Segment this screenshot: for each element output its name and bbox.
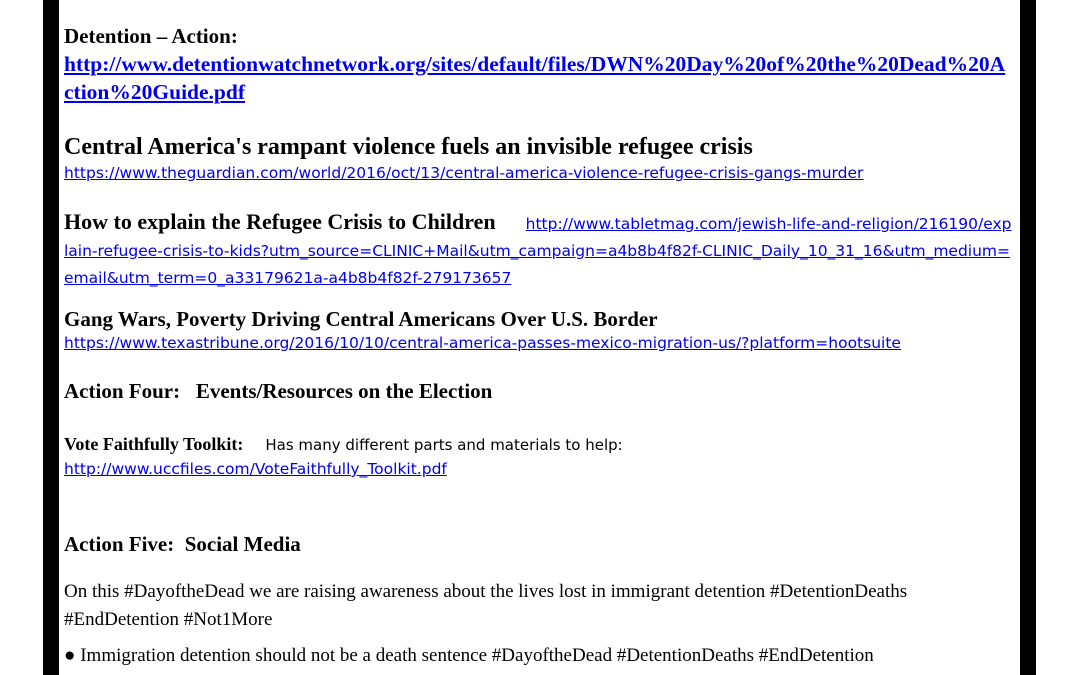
detention-action-label: Detention – Action: [64,24,238,48]
social-post-2: Immigration detention should not be a death sentence #DayoftheDead #DetentionDeaths #EndDetention [80,645,874,666]
children-link[interactable]: http://www.tabletmag.com/jewish-life-and-religion/216190/explain-refugee-crisis-to-kids?utm_source=CLINIC+Mail&utm_campaign=a4b8b4f82f-CLINIC_Daily_10_31_16&utm_medium=email&utm_term=0_a33179621a-a4b8b4f82f-279173657 [64,215,1012,287]
detention-action-link[interactable]: http://www.detentionwatchnetwork.org/sites/default/files/DWN%20Day%20of%20the%20Dead%20Action%20Guide.pdf [64,52,1006,104]
toolkit-description: Has many different parts and materials to help: [265,436,623,454]
toolkit-link[interactable]: http://www.uccfiles.com/VoteFaithfully_Toolkit.pdf [64,460,447,478]
detention-action-section [64,22,1014,106]
greek-key-border-left [43,0,59,675]
right-decorative-border [1020,0,1036,675]
social-posts-section [64,578,1014,670]
children-section [64,209,1014,292]
gang-wars-link[interactable]: https://www.texastribune.org/2016/10/10/central-america-passes-mexico-migration-us/?platform=hootsuite [64,334,901,352]
bullet-icon: ● [64,645,76,666]
guardian-title: Central America's rampant violence fuels an invisible refugee crisis [64,134,753,160]
action-four-section [64,378,1014,404]
social-post-2-row [64,642,1014,670]
children-title: How to explain the Refugee Crisis to Children [64,209,496,234]
toolkit-section [64,432,1014,480]
social-post-1: On this #DayoftheDead we are raising awareness about the lives lost in immigrant detention #DetentionDeaths #EndDetention #Not1More [64,581,908,630]
action-five-section [64,531,1014,557]
guardian-link[interactable]: https://www.theguardian.com/world/2016/oct/13/central-america-violence-refugee-crisis-gangs-murder [64,164,864,182]
toolkit-label: Vote Faithfully Toolkit: [64,434,244,454]
action-four-heading: Action Four: Events/Resources on the Election [64,379,493,403]
guardian-section [64,132,1014,184]
greek-key-border-right [1020,0,1036,675]
action-five-heading: Action Five: Social Media [64,532,301,556]
gang-wars-title: Gang Wars, Poverty Driving Central Americans Over U.S. Border [64,307,658,331]
gang-wars-section [64,306,1014,354]
left-decorative-border [43,0,59,675]
